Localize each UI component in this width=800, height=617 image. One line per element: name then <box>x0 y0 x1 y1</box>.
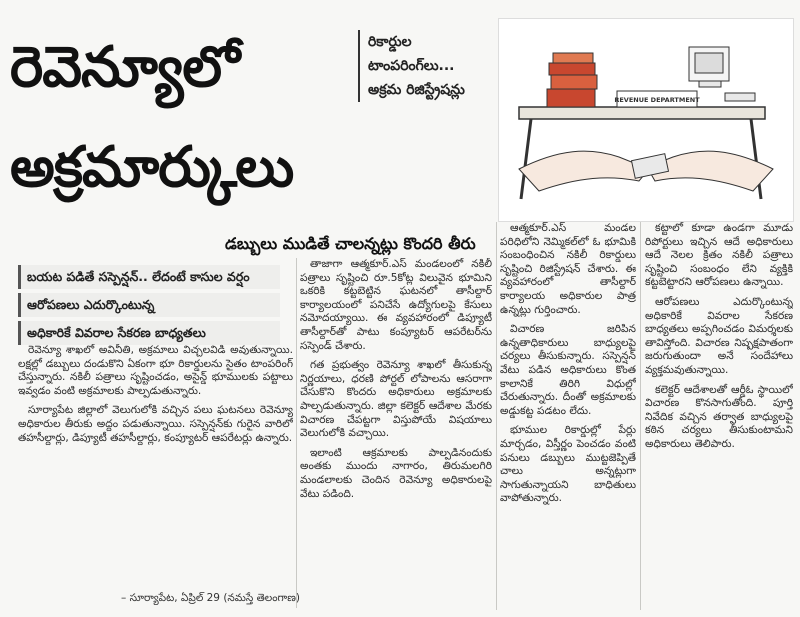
computer-icon <box>689 47 755 101</box>
paragraph: ఇలాంటి ఆక్రమాలకు పాల్పడినందుకు అంతకు ముందు నాగారం, తిరుమలగిరి మండలాలకు చెందిన రెవెన్యూ అధికారులపై వేటు పడింది. <box>300 446 492 500</box>
paragraph: విచారణ జరిపిన ఉన్నతాధికారులు బాధ్యులపై చర్యలు తీసుకున్నారు. సస్పెన్షన్‌ వేటు పడిన అధికారులు కొంత కాలానికే తిరిగి విధుల్లో చేరుతున్నారు. దీంతో అక్రమాలకు అడ్డుకట్ట పడటం లేదు. <box>500 323 636 417</box>
headline-line-2: అక్రమార్కులు <box>10 135 294 200</box>
column-divider <box>296 258 297 608</box>
kicker <box>368 30 498 102</box>
paragraph: రెవెన్యూ శాఖలో అవినీతి, అక్రమాలు విచ్చలవిడి అవుతున్నాయి. లక్షల్లో డబ్బులు దండుకొని ఏకంగా భూ రికార్డులను సైతం టాంపరింగ్‌ చేస్తున్నారు. నకిలీ పత్రాలు సృష్టించడం, అసైన్డ్‌ భూములకు పట్టాలు ఇవ్వడం వంటి అక్రమాలకు పాల్పడుతున్నారు. <box>18 344 293 397</box>
dateline: – సూర్యాపేట, ఏప్రిల్‌ 29 (నమస్తే తెలంగాణ) <box>121 592 300 604</box>
pull-quote-2: ఆరోపణలు ఎదుర్కొంటున్న <box>18 293 280 317</box>
kicker-line-3: అక్రమ రిజిస్ట్రేషన్లు <box>368 82 465 98</box>
paragraph: కలెక్టర్‌ ఆదేశాలతో ఆర్డీఓ స్థాయిలో విచారణ కొనసాగుతోంది. పూర్తి నివేదిక వచ్చిన తర్వాత బాధ్యులపై కఠిన చర్యలు తీసుకుంటామని అధికారులు తెలిపారు. <box>645 383 793 450</box>
paragraph: గత ప్రభుత్వం రెవెన్యూ శాఖలో తీసుకున్న నిర్ణయాలు, ధరణి పోర్టల్‌ లోపాలను ఆసరాగా చేసుకొని కొందరు అధికారులు అక్రమాలకు పాల్పడుతున్నారు. జిల్లా కలెక్టర్‌ ఆదేశాల మేరకు విచారణ చేపట్టగా విస్తుపోయే విషయాలు వెలుగులోకి వచ్చాయి. <box>300 359 492 440</box>
sign-text: REVENUE DEPARTMENT <box>614 96 700 104</box>
desk-top <box>519 107 765 119</box>
subheadline: డబ్బులు ముడితే చాలన్నట్లు కొందరి తీరు <box>225 234 476 253</box>
headline-line-1: రెవెన్యూలో <box>10 35 240 100</box>
article-column-4 <box>645 222 793 612</box>
revenue-department-sign <box>614 91 700 107</box>
kicker-line-2: టాంపరింగ్‌లు... <box>368 58 455 74</box>
article-column-2 <box>300 258 492 612</box>
pull-quote-3: అధికారికే వివరాల సేకరణ బాధ్యతలు <box>18 321 280 345</box>
pull-quotes <box>18 265 280 349</box>
files-stack <box>547 53 597 107</box>
pull-quote-1: బయట పడితే సస్పెన్షన్‌.. లేదంటే కాసుల వర్షం <box>18 265 280 289</box>
bribery-illustration-svg <box>499 19 793 221</box>
paragraph: భూముల రికార్డుల్లో పేర్లు మార్చడం, విస్తీర్ణం పెంచడం వంటి పనులు డబ్బులు ముట్టజెప్పితే చాలు అన్నట్లుగా సాగుతున్నాయని బాధితులు వాపోతున్నారు. <box>500 424 636 505</box>
paragraph: కట్టాలో కూడా ఉండగా మూడు రిపోర్టులు ఇచ్చిన ఆదే అధికారులు ఆదే నెలల క్రితం నకిలీ పత్రాలు సృష్టించి సంబంధం లేని వ్యక్తికి కట్టబెట్టారని ఆరోపణలు ఉన్నాయి. <box>645 222 793 289</box>
paragraph: సూర్యాపేట జిల్లాలో వెలుగులోకి వచ్చిన పలు ఘటనలు రెవెన్యూ అధికారుల తీరుకు అద్దం పడుతున్నాయి. సస్పెన్షన్‌కు గురైన వారిలో తహసీల్దార్లు, డిప్యూటీ తహసీల్దార్లు, కంప్యూటర్‌ ఆపరేటర్లు ఉన్నారు. <box>18 404 293 444</box>
hands-exchanging-money <box>519 151 773 191</box>
article-column-1 <box>18 344 293 588</box>
paragraph: తాజాగా ఆత్మకూర్‌.ఎస్‌ మండలంలో నకిలీ పత్రాలు సృష్టించి రూ.5కోట్ల విలువైన భూమిని ఒకరికి కట్టబెట్టిన ఘటనలో తాసీల్దార్‌ కార్యాలయంలో పనిచేసే ఉద్యోగులపై కేసులు నమోదయ్యాయి. ఈ వ్యవహారంలో డిప్యూటీ తాసీల్దార్‌తో పాటు కంప్యూటర్‌ ఆపరేటర్‌ను సస్పెండ్‌ చేశారు. <box>300 258 492 352</box>
desk-leg-left <box>521 119 531 199</box>
bribery-illustration <box>498 18 794 222</box>
column-divider <box>496 222 497 610</box>
article-column-3 <box>500 222 636 612</box>
kicker-line-1: రికార్డుల <box>368 34 412 50</box>
kicker-divider <box>358 30 360 102</box>
column-divider <box>640 222 641 610</box>
paragraph: ఆరోపణలు ఎదుర్కొంటున్న అధికారికే వివరాల సేకరణ బాధ్యతలు అప్పగించడం విమర్శలకు తావిస్తోంది. విచారణ నిష్పక్షపాతంగా జరుగుతుందా అనే సందేహాలు వ్యక్తమవుతున్నాయి. <box>645 295 793 376</box>
paragraph: ఆత్మకూర్‌.ఎస్‌ మండల పరిధిలోని నెమ్మికల్‌లో ఓ భూమికి సంబంధించిన నకిలీ రికార్డులు సృష్టించి రిజిస్ట్రేషన్‌ చేశారు. ఈ వ్యవహారంలో తాసీల్దార్‌ కార్యాలయ అధికారుల పాత్ర ఉన్నట్లు గుర్తించారు. <box>500 222 636 316</box>
